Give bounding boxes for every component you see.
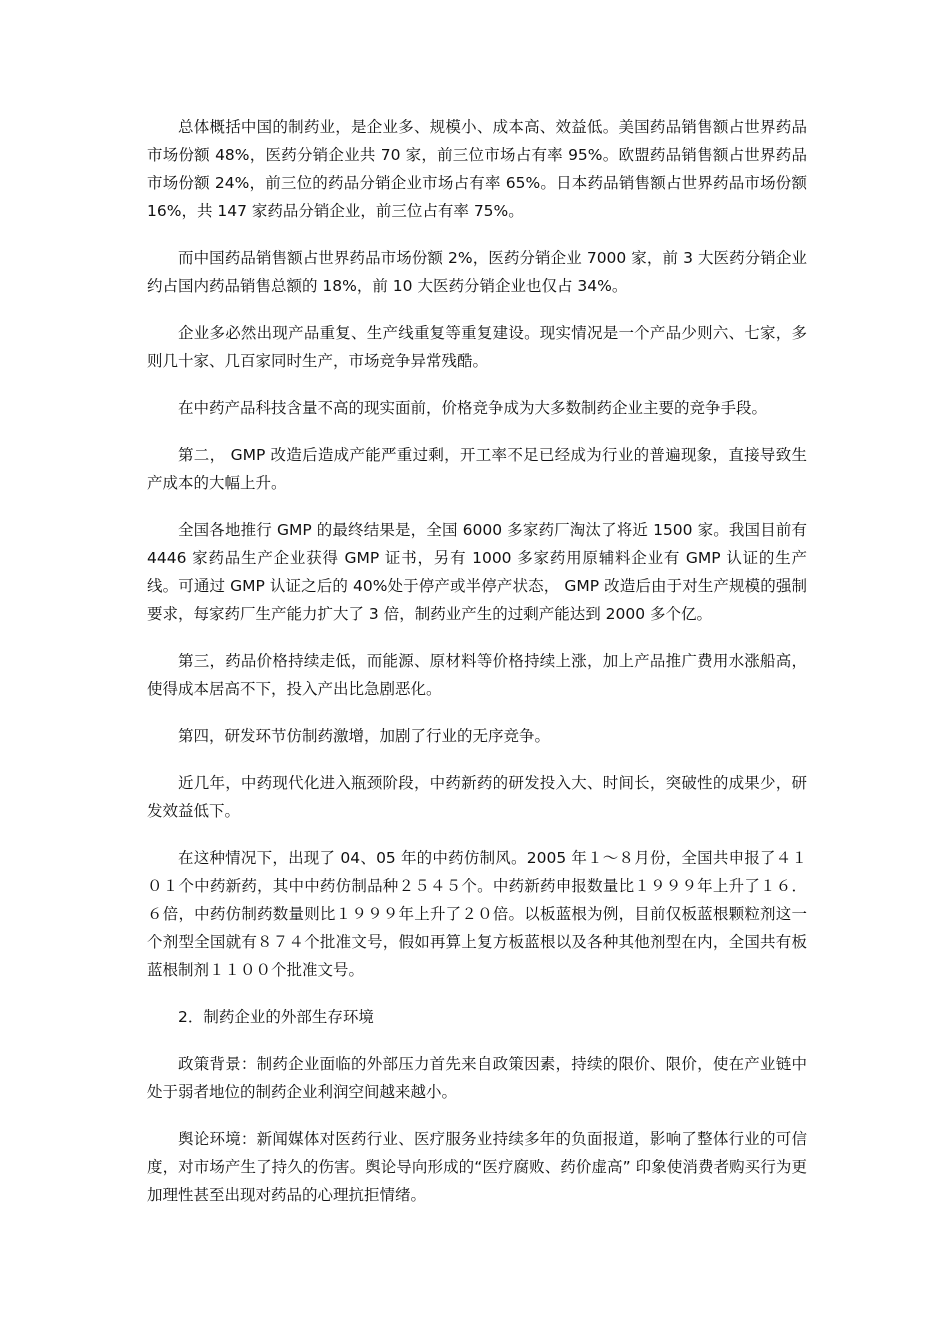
paragraph-china-market-share: 而中国药品销售额占世界药品市场份额 2%，医药分销企业 7000 家，前 3 大医药分销企业约占国内药品销售总额的 18%，前 10 大医药分销企业也仅占 34%。 <box>147 249 807 295</box>
paragraph-fourth-point-generics: 第四，研发环节仿制药激增，加剧了行业的无序竞争。 <box>178 727 551 745</box>
paragraph-policy-background: 政策背景：制药企业面临的外部压力首先来自政策因素，持续的限价、限价，使在产业链中处于弱者地位的制药企业利润空间越来越小。 <box>147 1055 807 1101</box>
paragraph-public-opinion: 舆论环境：新闻媒体对医药行业、医疗服务业持续多年的负面报道，影响了整体行业的可信度，对市场产生了持久的伤害。舆论导向形成的“医疗腐败、药价虚高” 印象使消费者购买行为更加理性甚至出现对药品的心理抗拒情绪。 <box>147 1130 807 1204</box>
section-heading-external-environment: 2．制药企业的外部生存环境 <box>178 1008 374 1026</box>
paragraph-industry-overview: 总体概括中国的制药业，是企业多、规模小、成本高、效益低。美国药品销售额占世界药品市场份额 48%，医药分销企业共 70 家，前三位市场占有率 95%。欧盟药品销售额占世界药品市场份额 24%，前三位的药品分销企业市场占有率 65%。日本药品销售额占世界药品市场份额 16%，共 147 家药品分销企业，前三位占有率 75%。 <box>147 118 807 220</box>
paragraph-second-point-gmp: 第二， GMP 改造后造成产能严重过剩，开工率不足已经成为行业的普遍现象，直接导致生产成本的大幅上升。 <box>147 446 807 492</box>
paragraph-tcm-bottleneck: 近几年，中药现代化进入瓶颈阶段，中药新药的研发投入大、时间长，突破性的成果少，研发效益低下。 <box>147 774 807 820</box>
paragraph-third-point-prices: 第三，药品价格持续走低，而能源、原材料等价格持续上涨，加上产品推广费用水涨船高，使得成本居高不下，投入产出比急剧恶化。 <box>147 652 807 698</box>
paragraph-duplicate-construction: 企业多必然出现产品重复、生产线重复等重复建设。现实情况是一个产品少则六、七家，多则几十家、几百家同时生产，市场竞争异常残酷。 <box>147 324 807 370</box>
paragraph-price-competition: 在中药产品科技含量不高的现实面前，价格竞争成为大多数制药企业主要的竞争手段。 <box>178 399 768 417</box>
paragraph-gmp-results: 全国各地推行 GMP 的最终结果是，全国 6000 多家药厂淘汰了将近 1500 家。我国目前有 4446 家药品生产企业获得 GMP 证书，另有 1000 多家药用原辅料企业有 GMP 认证的生产线。可通过 GMP 认证之后的 40%处于停产或半停产状态， GMP 改造后由于对生产规模的强制要求，每家药厂生产能力扩大了 3 倍，制药业产生的过剩产能达到 2000 多个亿。 <box>147 521 807 623</box>
paragraph-imitation-wave: 在这种情况下，出现了 04、05 年的中药仿制风。2005 年１～８月份，全国共申报了４１０１个中药新药，其中中药仿制品种２５４５个。中药新药申报数量比１９９９年上升了１６．６倍，中药仿制药数量则比１９９９年上升了２０倍。以板蓝根为例，目前仅板蓝根颗粒剂这一个剂型全国就有８７４个批准文号，假如再算上复方板蓝根以及各种其他剂型在内，全国共有板蓝根制剂１１００个批准文号。 <box>147 849 807 979</box>
document-body <box>147 113 807 1228</box>
